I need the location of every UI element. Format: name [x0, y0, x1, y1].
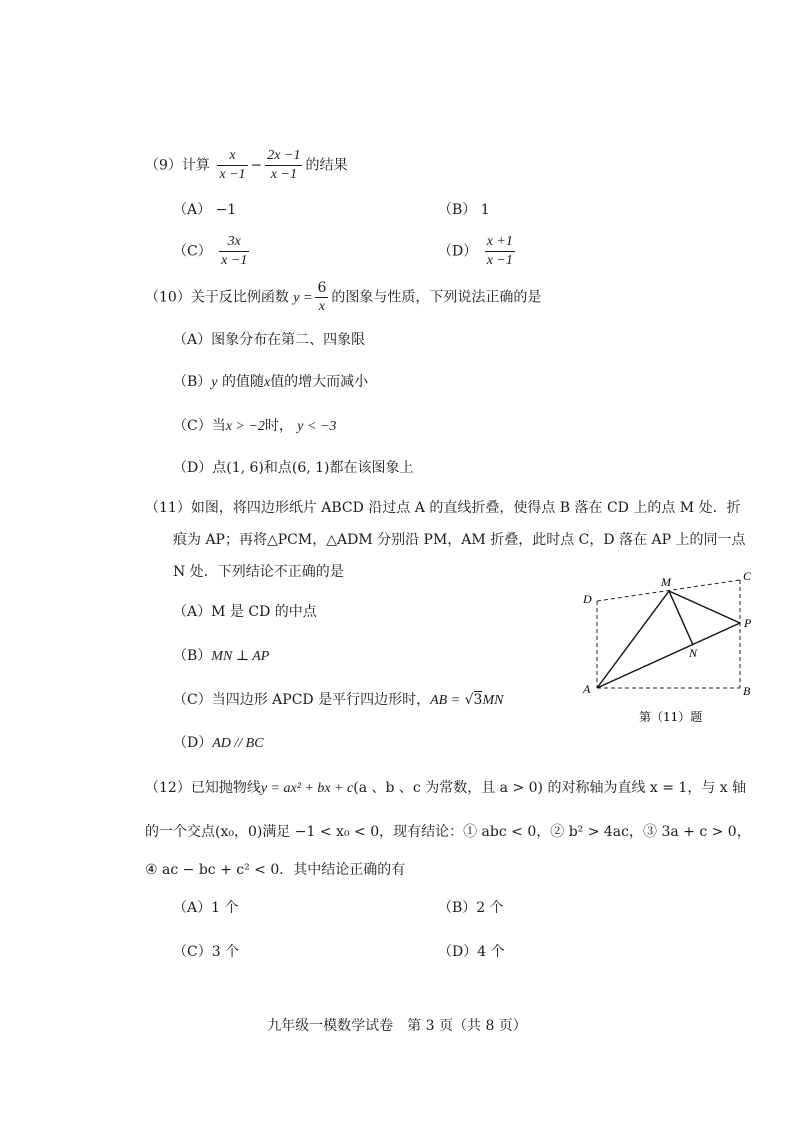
- option-text: 值的增大而减小: [270, 374, 369, 390]
- stem-text: 的一个交点(x₀，0)满足 −1 < x₀ < 0，现有结论：① abc < 0，② b² > 4ac，③ 3a + c > 0，: [145, 824, 751, 840]
- q11-option-c: （C）当四边形 APCD 是平行四边形时，AB = √3MN: [173, 692, 504, 708]
- q12-option-c: [173, 942, 239, 962]
- question-10-prefix: 关于反比例函数: [190, 289, 289, 306]
- q10-option-b: [173, 372, 368, 393]
- option-text: 点: [212, 460, 227, 476]
- option-text: MN ⊥ AP: [211, 649, 270, 664]
- option-label: （B）: [173, 374, 212, 390]
- option-label: （A）: [173, 604, 212, 620]
- point-label-M: M: [661, 575, 671, 589]
- option-text: 当四边形 APCD 是平行四边形时，: [211, 692, 431, 708]
- option-text: 图象分布在第二、四象限: [211, 332, 366, 348]
- question-12-line-2: [145, 822, 751, 842]
- segment-AP: [597, 623, 740, 688]
- option-label: （A）: [173, 332, 212, 348]
- page-footer: 九年级一模数学试卷 第 3 页（共 8 页）: [267, 1018, 527, 1034]
- function-lhs: y =: [293, 290, 313, 306]
- option-label: （D）: [173, 460, 213, 476]
- option-text: M 是 CD 的中点: [211, 604, 317, 620]
- stem-text: (a 、b 、c 为常数，且 a > 0) 的对称轴为直线 x = 1，与 x 轴: [353, 780, 747, 796]
- fraction: $\frac{2x -1}{x -1}$: [267, 148, 301, 182]
- q9-option-a: [173, 200, 236, 220]
- question-10-suffix: 的图象与性质，下列说法正确的是: [331, 289, 542, 306]
- point-label-C: C: [743, 569, 752, 583]
- point-label-B: B: [743, 684, 751, 698]
- q10-option-d: [173, 458, 414, 478]
- q9-option-b: [438, 200, 490, 220]
- option-label: （C）: [173, 944, 212, 960]
- point: (1, 6): [226, 460, 264, 476]
- q9-option-c: [173, 234, 252, 269]
- point: (6, 1): [291, 460, 330, 476]
- option-text: 1: [480, 202, 490, 218]
- option-text: 都在该图象上: [329, 460, 414, 476]
- condition: x > −2: [225, 419, 265, 434]
- option-text: 当: [211, 418, 226, 434]
- q10-option-c: [173, 416, 336, 437]
- question-11-line-2: [173, 530, 745, 550]
- stem-text: 如图，将四边形纸片 ABCD 沿过点 A 的直线折叠，使得点 B 落在 CD 上的点 M 处．折: [190, 500, 741, 516]
- segment-AM: [597, 591, 669, 688]
- fraction: $\frac{x +1}{x -1}$: [486, 234, 513, 268]
- question-12-line-3: [145, 860, 405, 880]
- option-text: 4 个: [477, 944, 505, 960]
- option-label: （C）: [173, 243, 212, 260]
- parabola-equation: y = ax² + bx + c: [260, 781, 354, 796]
- sqrt-value: 3: [473, 692, 483, 708]
- option-text: −1: [215, 202, 237, 218]
- q12-option-d: [438, 942, 505, 962]
- q10-option-a: [173, 330, 365, 350]
- option-text: 的值随: [221, 374, 264, 390]
- equation-lhs: AB =: [430, 693, 461, 708]
- stem-text: 已知抛物线: [190, 780, 261, 796]
- equation-rhs: MN: [482, 693, 504, 708]
- option-label: （A）: [173, 202, 212, 218]
- q11-option-d: [173, 733, 264, 754]
- question-12-number: （12）: [145, 780, 191, 796]
- option-label: （B）: [173, 648, 212, 664]
- question-9-number: （9）: [145, 157, 182, 174]
- question-12-line-1: [145, 778, 746, 799]
- question-9-suffix: 的结果: [305, 157, 348, 174]
- point-label-N: N: [689, 646, 698, 660]
- question-10-stem: [145, 280, 541, 315]
- question-11-number: （11）: [145, 500, 191, 516]
- point-label-D: D: [583, 592, 592, 606]
- point-label-A: A: [583, 682, 591, 696]
- option-label: （B）: [438, 202, 477, 218]
- option-label: （C）: [173, 418, 212, 434]
- option-text: AD // BC: [212, 736, 264, 751]
- option-label: （A）: [173, 900, 212, 916]
- figure-caption: 第（11）题: [639, 710, 703, 724]
- fraction: $\frac{6}{x}$: [317, 280, 327, 314]
- q12-option-a: [173, 898, 238, 918]
- option-label: （D）: [438, 243, 478, 260]
- q12-option-b: [438, 898, 504, 918]
- stem-text: 痕为 AP；再将△PCM，△ADM 分别沿 PM，AM 折叠，此时点 C，D 落在 AP 上的同一点: [173, 532, 746, 548]
- q11-option-a: [173, 602, 317, 622]
- option-label: （C）: [173, 692, 212, 708]
- option-text: 和点: [263, 460, 292, 476]
- fraction: $\frac{x}{x -1}$: [219, 148, 246, 182]
- geometry-diagram: [575, 565, 765, 730]
- question-11-line-3: [173, 562, 344, 582]
- result: y < −3: [297, 419, 337, 434]
- segment-MN: [669, 591, 693, 645]
- option-label: （B）: [438, 900, 477, 916]
- variable: y: [211, 375, 218, 390]
- stem-text: ④ ac − bc + c² < 0．其中结论正确的有: [145, 862, 406, 878]
- q9-option-d: [438, 234, 518, 269]
- option-label: （D）: [438, 944, 478, 960]
- option-text: 2 个: [476, 900, 504, 916]
- option-label: （D）: [173, 735, 213, 751]
- stem-text: N 处．下列结论不正确的是: [173, 564, 344, 580]
- option-text: 时，: [264, 418, 293, 434]
- segment-MP: [669, 591, 740, 623]
- question-9-stem: [145, 148, 347, 183]
- fraction: $\frac{3x}{x -1}$: [221, 234, 248, 268]
- q11-figure: [575, 565, 765, 730]
- option-text: 3 个: [211, 944, 240, 960]
- variable: x: [263, 375, 271, 390]
- option-text: 1 个: [211, 900, 239, 916]
- question-11-line-1: [145, 498, 741, 518]
- question-9-prefix: 计算: [181, 157, 210, 174]
- point-label-P: P: [744, 616, 752, 630]
- minus-sign: −: [250, 157, 263, 174]
- q11-option-b: [173, 646, 269, 667]
- question-10-number: （10）: [145, 289, 191, 306]
